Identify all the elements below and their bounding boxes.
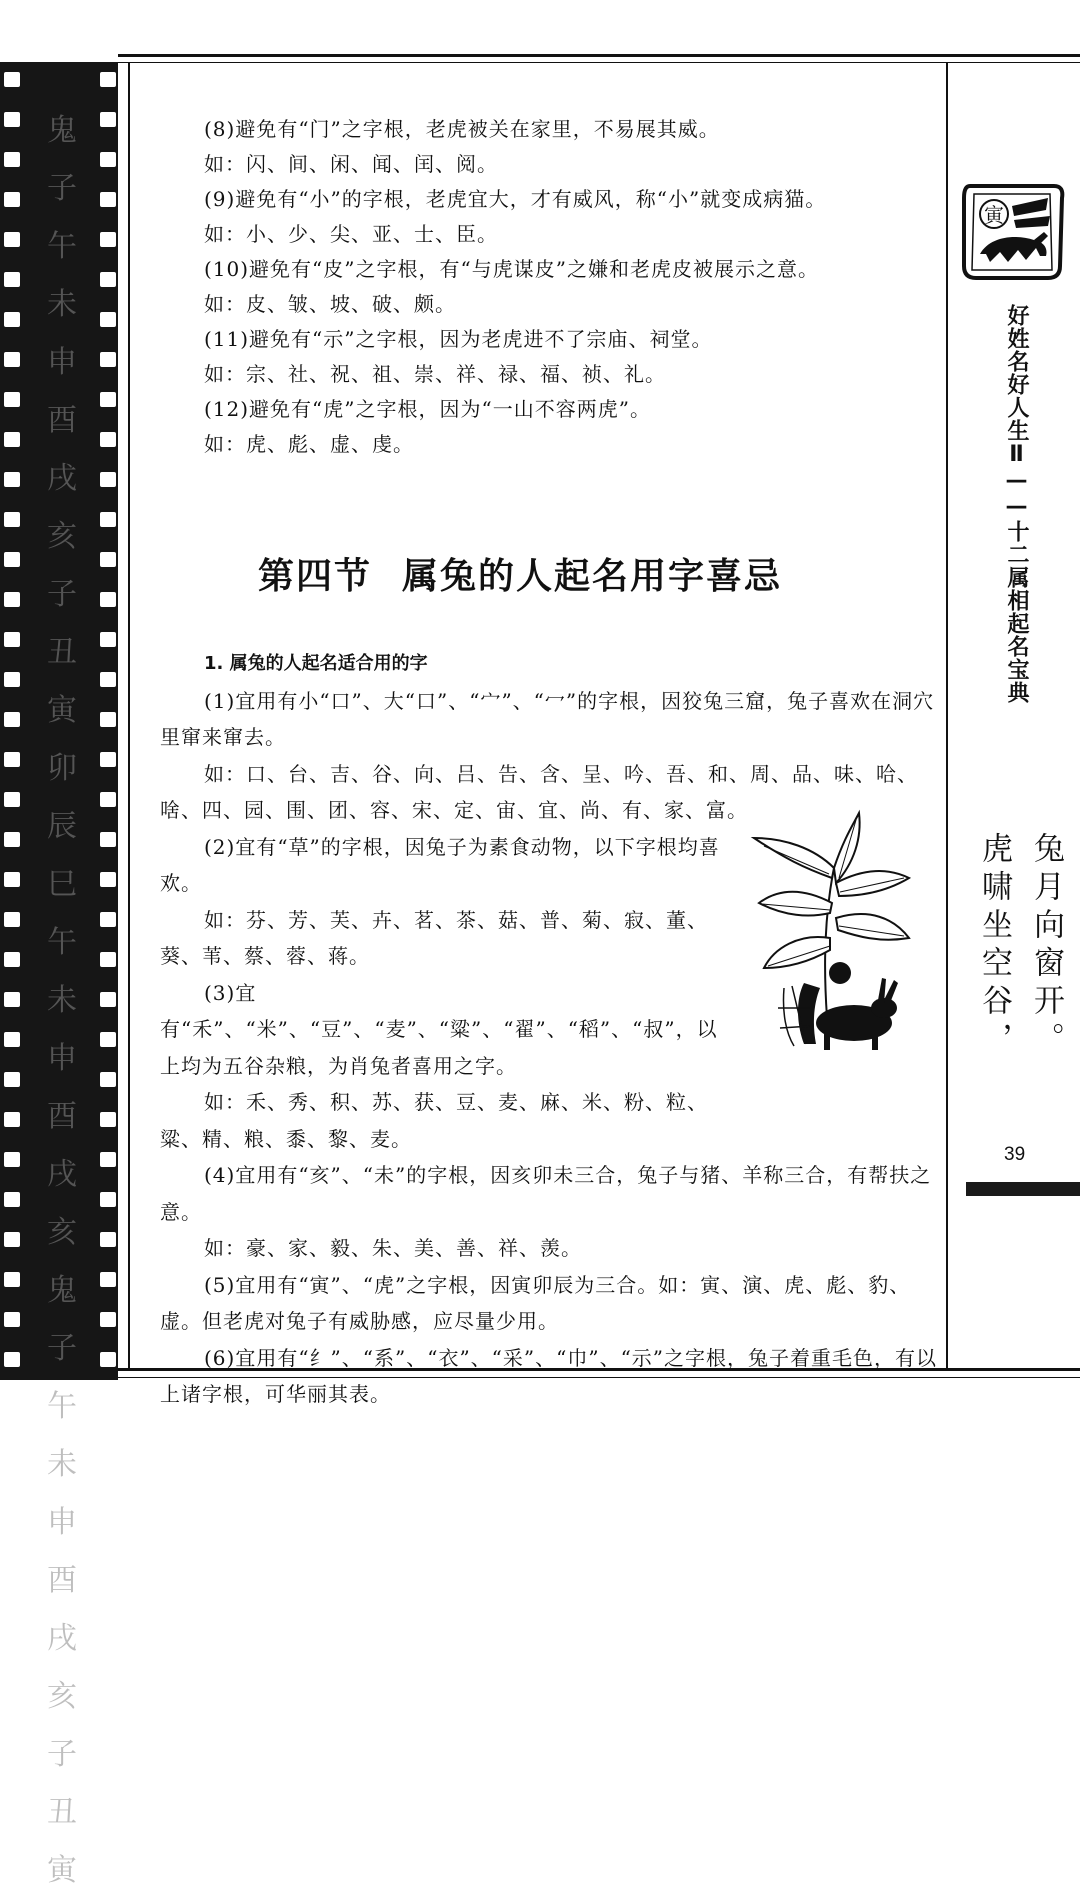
film-sprocket-hole [100,552,116,567]
film-sprocket-hole [100,792,116,807]
example-9: 如：小、少、尖、亚、士、臣。 [204,222,498,246]
film-sprocket-hole [100,312,116,327]
film-strip-border [0,62,118,1888]
rule-8: (8)避免有“门”之字根，老虎被关在家里，不易展其威。 [204,117,720,141]
example-10: 如：皮、皱、坡、破、颇。 [204,292,456,316]
rule-11: (11)避免有“示”之字根，因为老虎进不了宗庙、祠堂。 [204,327,713,351]
poem-line-1: 兔月向窗开。 [1028,832,1064,1060]
film-sprocket-hole [4,632,20,647]
film-sprocket-hole [100,72,116,87]
film-sprocket-hole [4,1112,20,1127]
film-sprocket-hole [100,272,116,287]
example-11: 如：宗、社、祝、祖、崇、祥、禄、福、祯、礼。 [204,362,666,386]
film-sprocket-hole [100,432,116,447]
film-sprocket-hole [4,272,20,287]
film-sprocket-hole [100,1312,116,1327]
page-number: 39 [1004,1144,1026,1165]
film-sprocket-hole [100,752,116,767]
film-sprocket-hole [4,472,20,487]
film-sprocket-hole [4,672,20,687]
film-sprocket-hole [100,1112,116,1127]
film-sprocket-hole [4,1032,20,1047]
film-sprocket-hole [4,752,20,767]
film-sprocket-hole [4,152,20,167]
film-sprocket-hole [100,672,116,687]
rule-10: (10)避免有“皮”之字根，有“与虎谋皮”之嫌和老虎皮被展示之意。 [204,257,819,281]
rule-3: (3)宜有“禾”、“米”、“豆”、“麦”、“粱”、“翟”、“稻”、“叔”，以上均为五谷杂粮，为肖兔者喜用之字。 [160,980,718,1078]
avoid-list [160,112,940,462]
film-sprocket-hole [4,112,20,127]
film-sprocket-hole [100,1232,116,1247]
example-12: 如：虎、彪、虚、虔。 [204,432,414,456]
film-sprocket-hole [100,952,116,967]
film-sprocket-hole [100,912,116,927]
svg-text:寅: 寅 [984,203,1004,227]
film-sprocket-hole [4,1312,20,1327]
film-sprocket-hole [4,712,20,727]
book-title-vertical: 好姓名好人生Ⅱ——十二属相起名宝典 [1004,304,1029,704]
example-2: 如：芬、芳、芙、卉、茗、茶、菇、普、菊、寂、董、葵、苇、蔡、蓉、蒋。 [160,907,708,968]
film-sprocket-hole [4,912,20,927]
film-sprocket-hole [4,872,20,887]
film-sprocket-hole [4,1152,20,1167]
section-number: 第四节 [258,556,373,597]
film-sprocket-hole [100,192,116,207]
film-sprocket-hole [100,1072,116,1087]
example-8: 如：闪、间、闲、闻、闰、阅。 [204,152,498,176]
film-sprocket-hole [4,952,20,967]
film-sprocket-hole [4,1352,20,1367]
film-sprocket-hole [100,232,116,247]
rule-6: (6)宜用有“纟”、“系”、“衣”、“采”、“巾”、“示”之字根，兔子着重毛色，有以上诸字根，可华丽其表。 [160,1345,938,1406]
film-sprocket-hole [4,392,20,407]
film-holes-left [0,62,22,1380]
rabbit-papercut-illustration [744,808,914,1058]
film-sprocket-hole [100,872,116,887]
film-sprocket-hole [100,1272,116,1287]
film-sprocket-hole [100,392,116,407]
film-sprocket-hole [4,432,20,447]
film-sprocket-hole [4,232,20,247]
film-sprocket-hole [4,192,20,207]
subheading: 1. 属兔的人起名适合用的字 [204,653,428,674]
rule-5: (5)宜用有“寅”、“虎”之字根，因寅卯辰为三合。如：寅、演、虎、彪、豹、虚。但老虎对兔子有威胁感，应尽量少用。 [160,1272,911,1333]
film-sprocket-hole [4,832,20,847]
film-sprocket-hole [100,352,116,367]
film-sprocket-hole [100,112,116,127]
film-sprocket-hole [100,832,116,847]
frame-top-rule [118,54,1080,63]
film-sprocket-hole [100,512,116,527]
film-sprocket-hole [4,592,20,607]
frame-left-rule [128,62,130,1368]
film-sprocket-hole [100,632,116,647]
film-sprocket-hole [100,592,116,607]
section-heading [258,548,898,599]
film-sprocket-hole [100,472,116,487]
film-sprocket-hole [4,72,20,87]
poem-line-2: 虎啸坐空谷， [976,832,1012,1060]
film-sprocket-hole [4,512,20,527]
rule-2: (2)宜有“草”的字根，因兔子为素食动物，以下字根均喜欢。 [160,834,720,895]
film-sprocket-hole [4,552,20,567]
film-sprocket-hole [100,712,116,727]
film-sprocket-hole [100,992,116,1007]
film-sprocket-hole [4,992,20,1007]
film-sprocket-hole [4,1232,20,1247]
example-3: 如：禾、秀、积、苏、获、豆、麦、麻、米、粉、粒、粱、精、粮、黍、黎、麦。 [160,1090,708,1151]
film-sprocket-hole [4,352,20,367]
film-holes-right [96,62,118,1380]
film-sprocket-hole [100,1152,116,1167]
rule-9: (9)避免有“小”的字根，老虎宜大，才有威风，称“小”就变成病猫。 [204,187,827,211]
film-sprocket-hole [4,792,20,807]
example-1: 如：口、台、吉、谷、向、吕、告、含、呈、吟、吾、和、周、品、味、哈、啥、四、园、围、团、容、宋、定、宙、宜、尚、有、家、富。 [160,761,918,822]
film-calligraphy: 鬼子午未申酉戌亥子丑寅卯辰巳午未申酉戌亥鬼子午未申酉戌亥子丑寅 [47,113,77,1888]
film-sprocket-hole [100,152,116,167]
film-sprocket-hole [100,1352,116,1367]
film-sprocket-hole [100,1032,116,1047]
film-sprocket-hole [4,312,20,327]
rule-4: (4)宜用有“亥”、“未”的字根，因亥卯未三合，兔子与猪、羊称三合，有帮扶之意。 [160,1163,932,1224]
rule-1: (1)宜用有小“口”、大“口”、“宀”、“冖”的字根，因狡兔三窟，兔子喜欢在洞穴里窜来窜去。 [160,688,935,749]
frame-right-rule [946,62,948,1368]
rule-12: (12)避免有“虎”之字根，因为“一山不容两虎”。 [204,397,651,421]
page-tab-bar [966,1182,1080,1196]
film-sprocket-hole [4,1072,20,1087]
example-4: 如：豪、家、毅、朱、美、善、祥、羡。 [204,1236,582,1260]
film-sprocket-hole [100,1192,116,1207]
film-sprocket-hole [4,1272,20,1287]
tiger-seal-icon [956,176,1068,288]
film-sprocket-hole [4,1192,20,1207]
section-title: 属兔的人起名用字喜忌 [402,556,783,597]
